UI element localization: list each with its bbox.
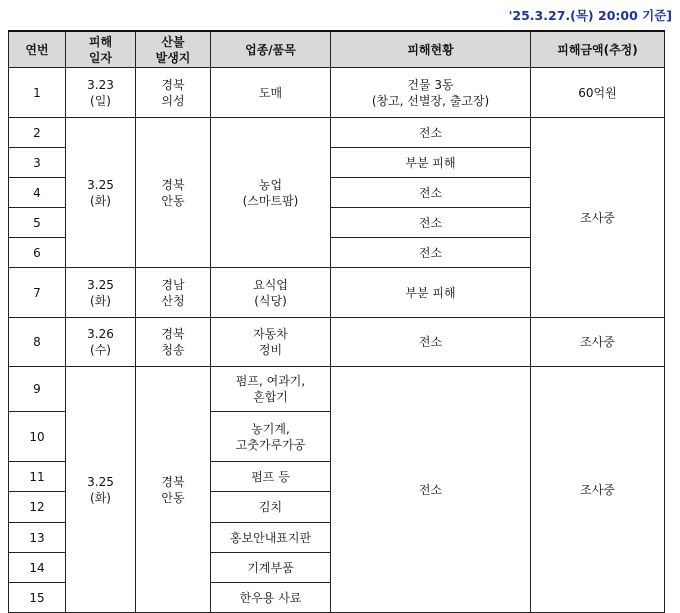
business-type: 기계부품 — [211, 553, 331, 583]
damage-status: 전소 — [331, 118, 531, 148]
row-number: 11 — [9, 462, 66, 492]
damage-status: 전소 — [331, 178, 531, 208]
damage-status: 전소 — [331, 238, 531, 268]
header-amount: 피해금액(추정) — [531, 31, 665, 68]
table-row — [9, 318, 665, 367]
business-type: 홍보안내표지판 — [211, 523, 331, 553]
header-no: 연번 — [9, 31, 66, 68]
row-number: 12 — [9, 492, 66, 523]
business-type: 농기계, 고춧가루가공 — [211, 412, 331, 462]
table-row — [9, 367, 665, 412]
table-header-row — [9, 31, 665, 68]
business-type: 요식업 (식당) — [211, 268, 331, 318]
damage-status: 부분 피해 — [331, 148, 531, 178]
damage-date: 3.25 (화) — [66, 367, 136, 613]
damage-amount: 조사중 — [531, 367, 665, 613]
damage-status: 전소 — [331, 208, 531, 238]
business-type: 도매 — [211, 68, 331, 118]
damage-status: 건물 3동 (창고, 선별장, 출고장) — [331, 68, 531, 118]
damage-amount: 조사중 — [531, 118, 665, 318]
business-type: 펌프 등 — [211, 462, 331, 492]
row-number: 2 — [9, 118, 66, 148]
row-number: 13 — [9, 523, 66, 553]
business-type: 펌프, 여과기, 혼합기 — [211, 367, 331, 412]
row-number: 4 — [9, 178, 66, 208]
header-business: 업종/품목 — [211, 31, 331, 68]
damage-date: 3.25 (화) — [66, 118, 136, 268]
fire-region: 경북 의성 — [136, 68, 211, 118]
table-row — [9, 68, 665, 118]
business-type: 자동차 정비 — [211, 318, 331, 367]
row-number: 3 — [9, 148, 66, 178]
damage-status: 전소 — [331, 367, 531, 613]
header-region: 산불 발생지 — [136, 31, 211, 68]
fire-region: 경북 청송 — [136, 318, 211, 367]
reference-timestamp: '25.3.27.(목) 20:00 기준] — [508, 8, 672, 23]
fire-region: 경북 안동 — [136, 118, 211, 268]
row-number: 5 — [9, 208, 66, 238]
header-status: 피해현황 — [331, 31, 531, 68]
row-number: 6 — [9, 238, 66, 268]
header-date: 피해 일자 — [66, 31, 136, 68]
business-type: 농업 (스마트팜) — [211, 118, 331, 268]
row-number: 15 — [9, 583, 66, 613]
business-type: 김치 — [211, 492, 331, 523]
damage-date: 3.25 (화) — [66, 268, 136, 318]
damage-status: 부분 피해 — [331, 268, 531, 318]
damage-amount: 60억원 — [531, 68, 665, 118]
damage-status: 전소 — [331, 318, 531, 367]
row-number: 10 — [9, 412, 66, 462]
row-number: 9 — [9, 367, 66, 412]
damage-table — [8, 30, 665, 613]
fire-region: 경북 안동 — [136, 367, 211, 613]
damage-date: 3.26 (수) — [66, 318, 136, 367]
fire-region: 경남 산청 — [136, 268, 211, 318]
row-number: 14 — [9, 553, 66, 583]
damage-date: 3.23 (일) — [66, 68, 136, 118]
row-number: 7 — [9, 268, 66, 318]
damage-amount: 조사중 — [531, 318, 665, 367]
business-type: 한우용 사료 — [211, 583, 331, 613]
row-number: 8 — [9, 318, 66, 367]
table-row — [9, 118, 665, 148]
row-number: 1 — [9, 68, 66, 118]
